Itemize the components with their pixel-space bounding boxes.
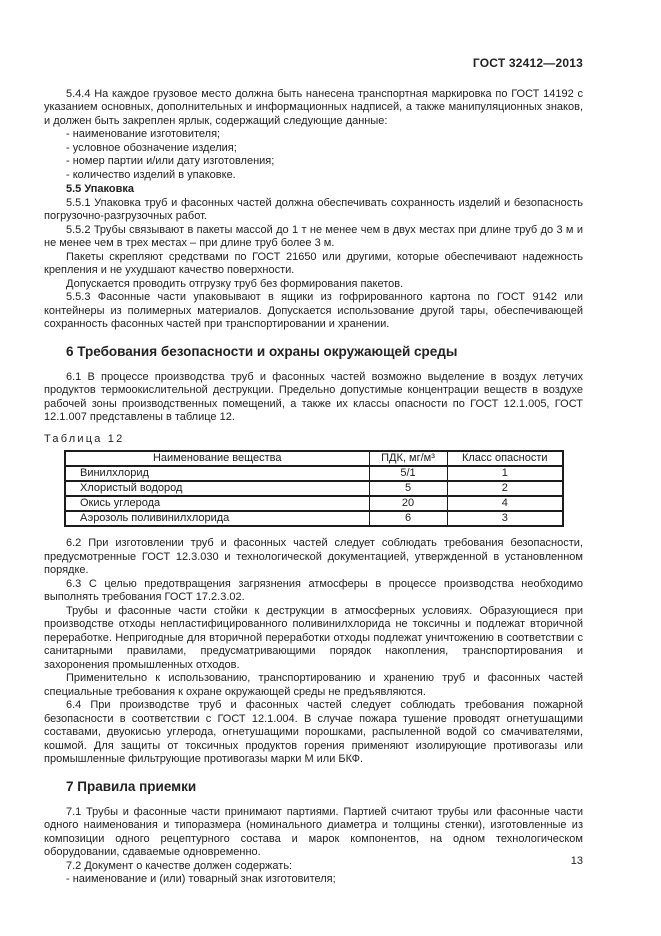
value-cell: 2 [447,481,563,496]
page-number: 13 [570,855,583,867]
list-item: - наименование и (или) товарный знак изготовителя; [66,873,336,885]
paragraph: 5.4.4 На каждое грузовое место должна быть нанесена транспортная маркировка по ГОСТ 14192 с указанием основных, дополнительных и информационных надписей, а также манипуляционных знаков, и должен быть закреплен ярлык, содержащий следующие данные: [44,87,583,127]
paragraph: 6.4 При производстве труб и фасонных частей следует соблюдать требования пожарной безопасности в соответствии с ГОСТ 12.1.004. В случае пожара тушение проводят огнетушащими составами, двуокисью углерода, огнетушащими порошками, распыленной водой со смачивателями, кошмой. Для защиты от токсичных продуктов горения применяют изолирующие противогазы или промышленные фильтрующие противогазы марки М или БКФ. [44,699,583,765]
column-header: Наименование вещества [65,451,369,466]
substances-table [64,450,564,527]
paragraph: 7.2 Документ о качестве должен содержать: [66,859,293,872]
value-cell: 20 [369,496,447,511]
value-cell: 6 [369,511,447,526]
table-row [65,511,563,526]
substance-name-cell: Аэрозоль поливинилхлорида [65,511,369,526]
table-row [65,466,563,481]
value-cell: 3 [447,511,563,526]
heading: 7 Правила приемки [66,778,197,794]
table-label: Таблица 12 [44,432,125,445]
value-cell: 5/1 [369,466,447,481]
paragraph: 7.1 Трубы и фасонные части принимают партиями. Партией считают трубы или фасонные части одного наименования и типоразмера (номинального диаметра и толщины стенки), изготовленные из композиции одного рецептурного состава и марок компонентов, на одном технологическом оборудовании, сдаваемые одновременно. [44,805,583,858]
list-item: - наименование изготовителя; [66,128,221,140]
table-header-row [65,451,563,466]
list-item: - количество изделий в упаковке. [66,168,236,181]
heading: 6 Требования безопасности и охраны окружающей среды [66,343,458,359]
value-cell: 4 [447,496,563,511]
column-header: ПДК, мг/м³ [369,451,447,466]
paragraph: 6.2 При изготовлении труб и фасонных частей следует соблюдать требования безопасности, предусмотренные ГОСТ 12.3.030 и технологической документацией, утвержденной в установленном порядке. [44,537,583,576]
paragraph: 5.5.1 Упаковка труб и фасонных частей должна обеспечивать сохранность изделий и безопасность погрузочно-разгрузочных работ. [44,196,583,222]
value-cell: 5 [369,481,447,496]
substance-name-cell: Винилхлорид [65,466,369,481]
list-item: - номер партии и/или дату изготовления; [66,155,275,167]
standard-number-header: ГОСТ 32412—2013 [472,56,583,70]
value-cell: 1 [447,466,563,481]
paragraph: 5.5.2 Трубы связывают в пакеты массой до 1 т не менее чем в двух местах при длине труб до 3 м и не менее чем в трех местах – при длине труб более 3 м. [44,223,583,249]
paragraph: Применительно к использованию, транспортированию и хранению труб и фасонных частей специальные требования к охране окружающей среды не предъявляются. [44,672,583,698]
paragraph: Трубы и фасонные части стойки к деструкции в атмосферных условиях. Образующиеся при производстве отходы непластифицированного поливинилхлорида не токсичны и подлежат вторичной переработке. Непригодные для вторичной переработки отходы подлежат уничтожению в соответствии с санитарными правилами, предусматривающими порядок накопления, транспортирования и захоронения промышленных отходов. [44,604,583,671]
document-body [44,88,583,887]
substance-name-cell: Окись углерода [65,496,369,511]
paragraph: Пакеты скрепляют средствами по ГОСТ 21650 или другими, которые обеспечивают надежность крепления и не ухудшают качество поверхности. [44,250,583,276]
paragraph: 6.1 В процессе производства труб и фасонных частей возможно выделение в воздух летучих продуктов термоокислительной деструкции. Предельно допустимые концентрации веществ в воздухе рабочей зоны производственных помещений, а также их классы опасности по ГОСТ 12.1.005, ГОСТ 12.1.007 представлены в таблице 12. [44,370,583,423]
paragraph: Допускается проводить отгрузку труб без формирования пакетов. [66,277,404,290]
paragraph: 6.3 С целью предотвращения загрязнения атмосферы в процессе производства необходимо выполнять требования ГОСТ 17.2.3.02. [44,577,583,603]
column-header: Класс опасности [447,451,563,466]
table-row [65,481,563,496]
table-row [65,496,563,511]
list-item: - условное обозначение изделия; [66,141,237,154]
paragraph: 5.5.3 Фасонные части упаковывают в ящики из гофрированного картона по ГОСТ 9142 или контейнеры из полимерных материалов. Допускается использование другой тары, обеспечивающей сохранность фасонных частей при транспортировании и хранении. [44,291,583,330]
substance-name-cell: Хлористый водород [65,481,369,496]
subheading: 5.5 Упаковка [66,183,134,195]
